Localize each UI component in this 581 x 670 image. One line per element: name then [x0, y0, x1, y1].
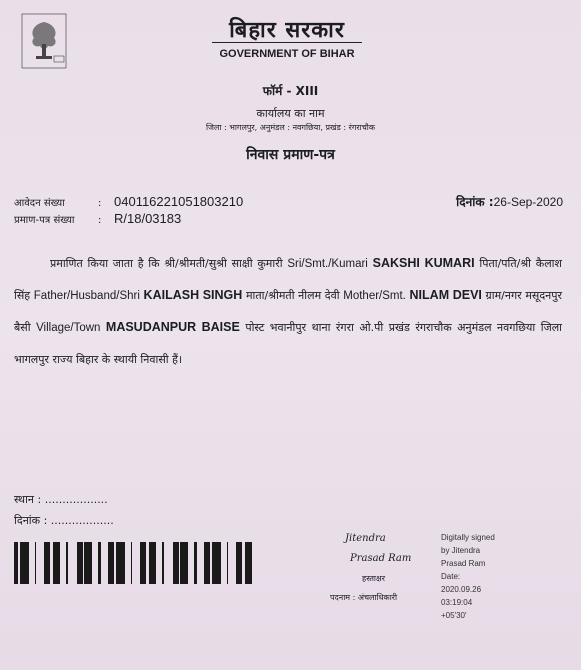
barcode-bar [90, 542, 92, 584]
digital-line: by Jitendra [441, 546, 481, 555]
barcode-bar [86, 542, 89, 584]
barcode-bar [194, 542, 197, 584]
barcode-bar [143, 542, 144, 584]
barcode-bar [24, 542, 26, 584]
barcode-bar [78, 542, 80, 584]
application-number-label: आवेदन संख्या [14, 198, 65, 209]
barcode-bar [215, 542, 216, 584]
district-line: जिला : भागलपुर, अनुमंडल : नवगछिया, प्रखंड : रंगराचौक [205, 123, 376, 132]
barcode-bar [209, 542, 210, 584]
header-divider [212, 42, 362, 43]
body-text-3: पिता/पति/श्री कैलाश सिंह [14, 257, 562, 302]
place-field: स्थान : .................. [14, 493, 108, 506]
barcode-bar [77, 542, 78, 584]
body-text-5: माता/श्रीमती नीलम देवी [245, 289, 340, 302]
barcode-bar [53, 542, 54, 584]
barcode-bar [218, 542, 221, 584]
barcode-bar [35, 542, 36, 584]
barcode-bar [119, 542, 120, 584]
barcode-bar [48, 542, 50, 584]
digital-line: Date: [441, 572, 461, 581]
barcode-bar [155, 542, 156, 584]
barcode-bar [182, 542, 185, 584]
certificate-number-row: प्रमाण-पत्र संख्या : R/18/03183 [14, 211, 182, 226]
applicant-name: SAKSHI KUMARI [372, 256, 475, 270]
barcode-bar [248, 542, 251, 584]
barcode-bar [110, 542, 113, 584]
barcode-bar [176, 542, 179, 584]
barcode-bar [246, 542, 248, 584]
barcode-bar [185, 542, 186, 584]
application-number-value: 040116221051803210 [114, 194, 244, 209]
barcode-bar [108, 542, 110, 584]
barcode-bar [240, 542, 242, 584]
signature-label: हस्ताक्षर [362, 574, 385, 583]
barcode-bar [14, 542, 17, 584]
date-field: दिनांक : .................. [14, 514, 114, 527]
barcode-bar [120, 542, 122, 584]
barcode-bar [20, 542, 23, 584]
barcode-bar [251, 542, 252, 584]
body-text-7: ग्राम/नगर मसूदनपुर बैसी [14, 289, 563, 334]
digital-signature-block [441, 531, 541, 622]
barcode-bar [23, 542, 24, 584]
form-number: फॉर्म - XIII [262, 84, 319, 98]
application-number-row: आवेदन संख्या : 040116221051803210 [14, 194, 244, 209]
barcode-bar [245, 542, 246, 584]
barcode-bar [186, 542, 188, 584]
issue-date-label: दिनांक : [456, 195, 494, 209]
body-text-4: Father/Husband/Shri [33, 290, 140, 302]
barcode-bar [59, 542, 60, 584]
barcode-bar [239, 542, 240, 584]
digital-line: Digitally signed [441, 533, 495, 542]
body-text-9: पोस्ट भवानीपुर थाना रंगरा ओ.पी प्रखंड रंगराचौक अनुमंडल नवगछिया जिला भागलपुर राज्य बिहार के स्थायी निवासी हैं। [14, 321, 563, 366]
certificate-number-label: प्रमाण-पत्र संख्या [14, 215, 75, 226]
barcode-bar [204, 542, 206, 584]
barcode-bar [89, 542, 90, 584]
barcode-bar [26, 542, 29, 584]
barcode-bar [56, 542, 59, 584]
barcode-bar [54, 542, 56, 584]
barcode-bar [174, 542, 176, 584]
barcode-bar [212, 542, 215, 584]
body-text-6: Mother/Smt. [343, 290, 406, 302]
barcode-bar [80, 542, 83, 584]
signature-name-line-1: Jitendra [345, 533, 386, 544]
body-text-1: प्रमाणित किया जाता है कि श्री/श्रीमती/सुश्री साक्षी कुमारी [50, 257, 283, 270]
barcode-bar [66, 542, 68, 584]
barcode-bar [150, 542, 152, 584]
barcode-bar [227, 542, 228, 584]
digital-line: Prasad Ram [441, 559, 486, 568]
barcode-bar [162, 542, 164, 584]
barcode-bar [131, 542, 132, 584]
barcode-bar [173, 542, 174, 584]
digital-line: 2020.09.26 [441, 585, 482, 594]
barcode-bar [140, 542, 143, 584]
issue-date [456, 193, 563, 210]
body-text-2: Sri/Smt./Kumari [287, 258, 368, 270]
village-name: MASUDANPUR BAISE [105, 320, 240, 334]
barcode [14, 542, 254, 584]
barcode-bar [122, 542, 125, 584]
mother-name: NILAM DEVI [409, 288, 482, 302]
certificate-body [14, 248, 562, 375]
bihar-emblem-icon [20, 12, 68, 70]
digital-line: 03:19:04 [441, 598, 473, 607]
designation: पदनाम : अंचलाधिकारी [330, 593, 398, 602]
barcode-bar [180, 542, 182, 584]
header-title-hindi: बिहार सरकार [229, 18, 345, 43]
digital-line: +05'30' [441, 611, 467, 620]
barcode-bar [116, 542, 119, 584]
barcode-bar [84, 542, 86, 584]
document-title: निवास प्रमाण-पत्र [246, 147, 335, 163]
barcode-bar [47, 542, 48, 584]
office-name: कार्यालय का नाम [256, 107, 325, 120]
barcode-bar [152, 542, 155, 584]
barcode-bar [236, 542, 239, 584]
barcode-bar [149, 542, 150, 584]
barcode-bar [206, 542, 209, 584]
father-name: KAILASH SINGH [143, 288, 243, 302]
barcode-bar [44, 542, 47, 584]
header-title-english: GOVERNMENT OF BIHAR [219, 48, 355, 60]
certificate-number-value: R/18/03183 [114, 211, 182, 226]
body-text-8: Village/Town [36, 322, 101, 334]
signature-name-line-2: Prasad Ram [350, 553, 412, 564]
barcode-bar [144, 542, 146, 584]
barcode-bar [17, 542, 18, 584]
barcode-bar [98, 542, 101, 584]
issue-date-value: 26-Sep-2020 [493, 195, 563, 209]
barcode-bar [113, 542, 114, 584]
barcode-bar [216, 542, 218, 584]
